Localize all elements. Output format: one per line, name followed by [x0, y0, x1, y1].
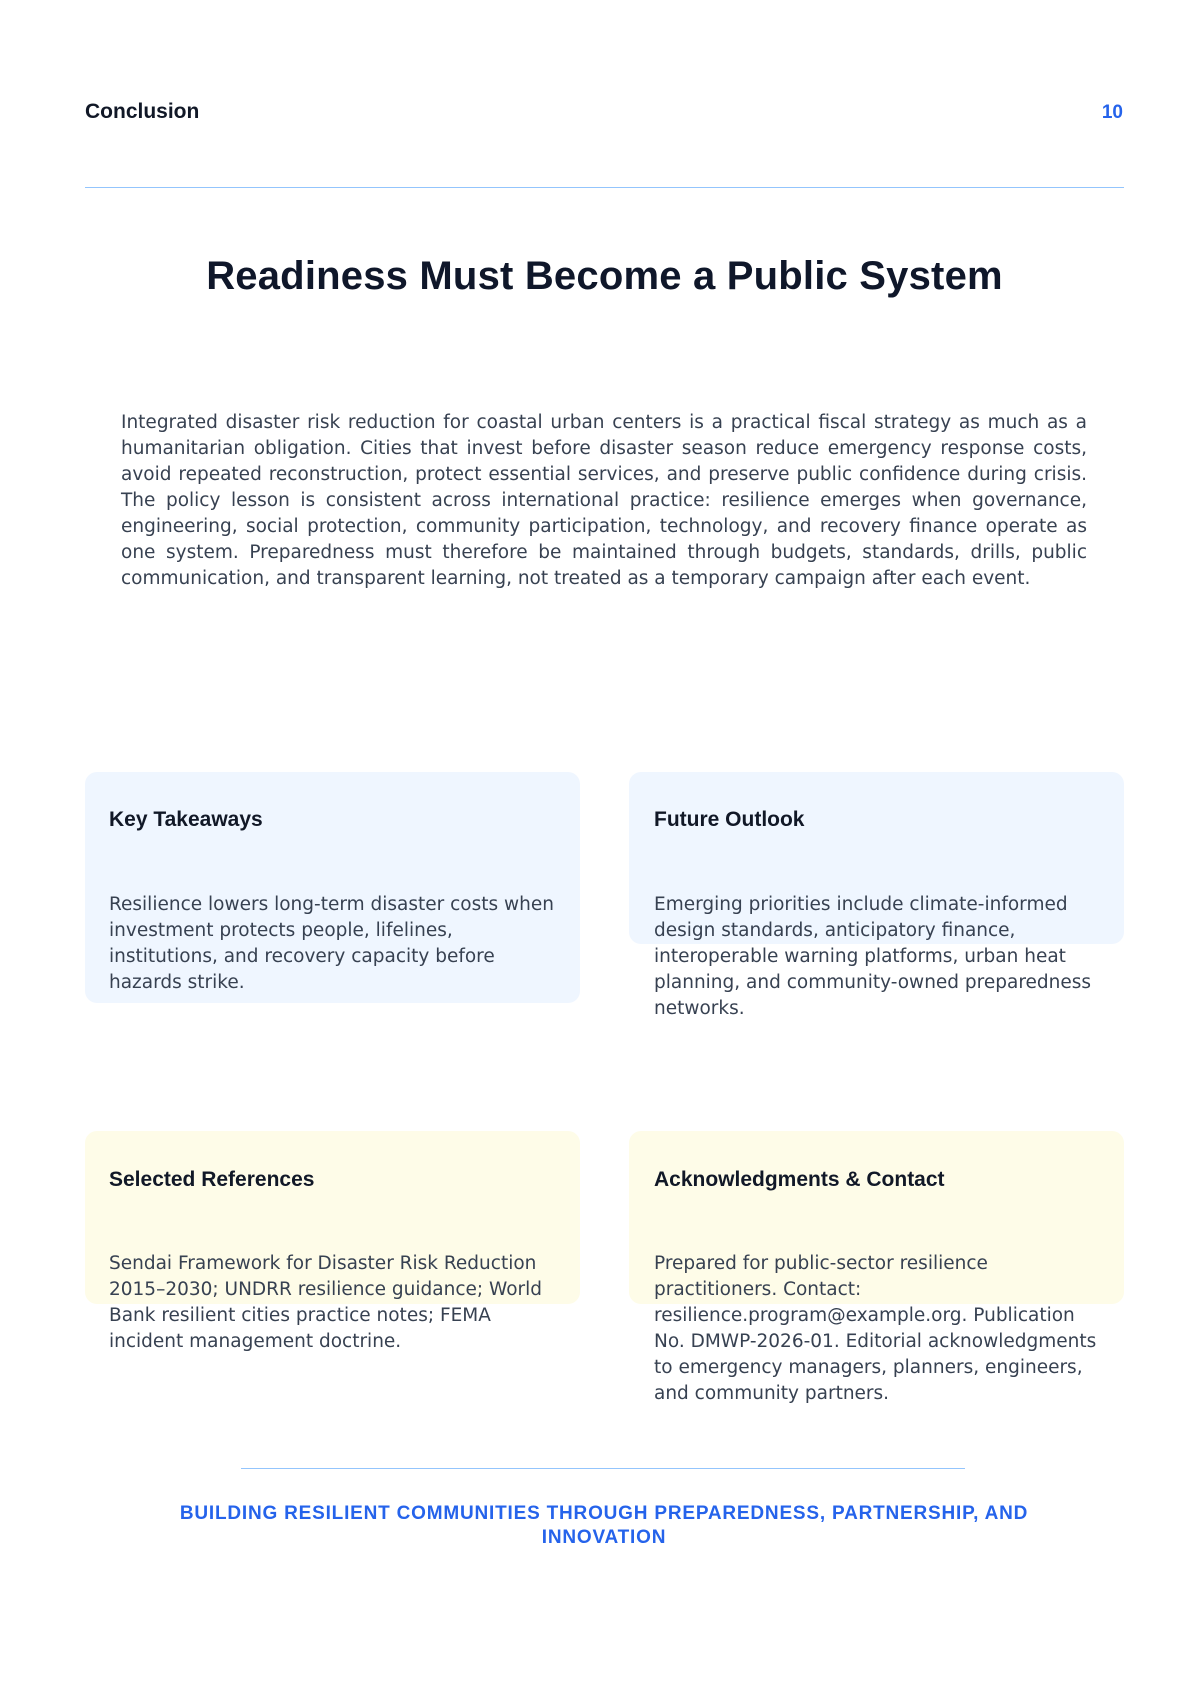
acknowledgments-heading: Acknowledgments & Contact: [654, 1168, 945, 1191]
selected-references-body: Sendai Framework for Disaster Risk Reduction 2015–2030; UNDRR resilience guidance; World Bank resilient cities practice notes; FEMA incident management doctrine.: [109, 1253, 543, 1352]
selected-references-heading: Selected References: [109, 1168, 315, 1191]
footer-tagline: BUILDING RESILIENT COMMUNITIES THROUGH PREPAREDNESS, PARTNERSHIP, AND INNOVATION: [179, 1503, 1029, 1548]
page-title: Readiness Must Become a Public System: [206, 254, 1003, 298]
key-takeaways-body: Resilience lowers long-term disaster costs when investment protects people, lifelines, institutions, and recovery capacity before hazards strike.: [109, 894, 555, 993]
header-divider: [85, 187, 1124, 188]
acknowledgments-body: Prepared for public-sector resilience practitioners. Contact: resilience.program@example.org. Publication No. DMWP-2026-01. Editorial acknowledgments to emergency managers, planners, engineers, and community partners.: [654, 1253, 1097, 1404]
future-outlook-body: Emerging priorities include climate-informed design standards, anticipatory finance, interoperable warning platforms, urban heat planning, and community-owned preparedness networks.: [654, 894, 1092, 1019]
intro-paragraph: Integrated disaster risk reduction for coastal urban centers is a practical fiscal strategy as much as a humanitarian obligation. Cities that invest before disaster season reduce emergency response costs, avoid repeated reconstruction, protect essential services, and preserve public confidence during crisis. The policy lesson is consistent across international practice: resilience emerges when governance, engineering, social protection, community participation, technology, and recovery finance operate as one system. Preparedness must therefore be maintained through budgets, standards, drills, public communication, and transparent learning, not treated as a temporary campaign after each event.: [121, 412, 1087, 589]
key-takeaways-heading: Key Takeaways: [109, 808, 263, 831]
footer-divider: [241, 1468, 965, 1469]
future-outlook-heading: Future Outlook: [654, 808, 805, 831]
page-number: 10: [1101, 102, 1123, 123]
section-label: Conclusion: [85, 100, 200, 123]
